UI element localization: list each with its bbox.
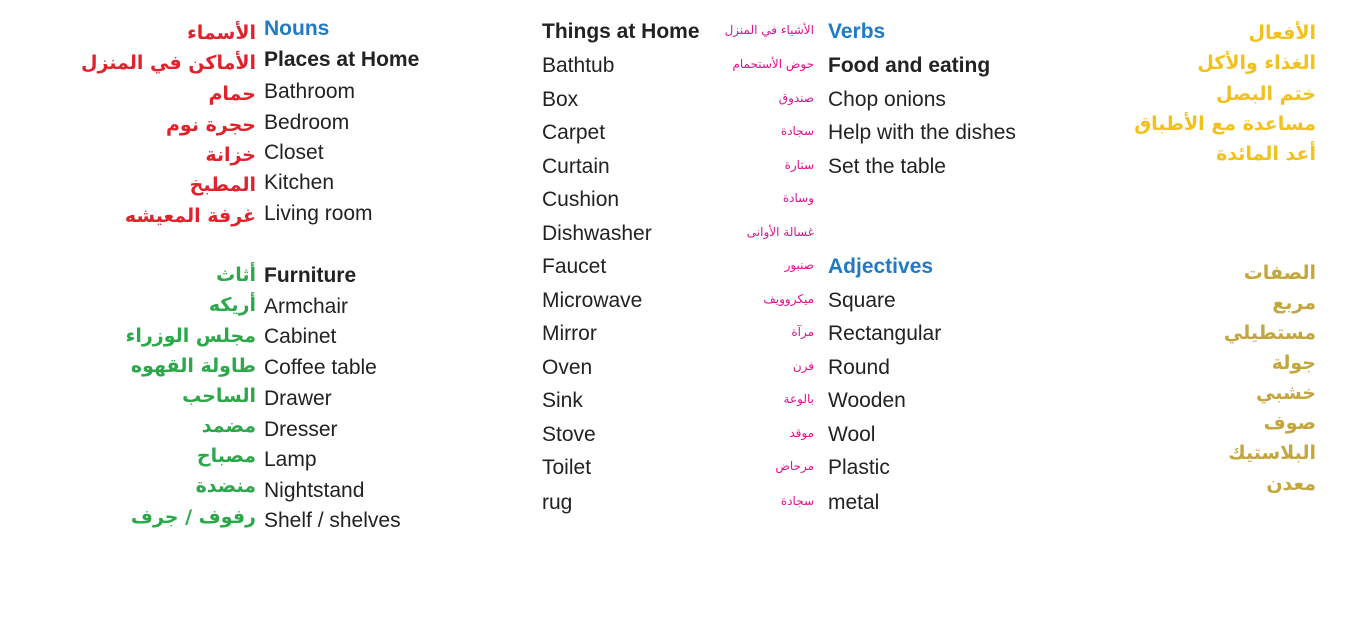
list-item: Living room [264,202,373,225]
list-item: Microwave [542,289,643,312]
furniture-heading-arabic: أثاث [216,264,256,286]
list-item: Shelf / shelves [264,509,401,532]
list-item-arabic: حوض الأستحمام [732,57,814,71]
list-item: Dresser [264,418,338,441]
list-item: Drawer [264,387,332,410]
list-item-arabic: المطبخ [189,174,256,196]
list-item-arabic: خزانة [205,144,256,166]
list-item-arabic: بالوعة [783,392,814,406]
list-item-arabic: خشبي [1255,382,1316,404]
list-item: rug [542,491,573,514]
verbs-title-arabic: الأفعال [1248,22,1316,44]
list-item: Oven [542,356,593,379]
list-item-arabic: رفوف / جرف [130,506,256,528]
list-item-arabic: سجادة [780,494,814,508]
list-item-arabic: غرفة المعيشه [124,205,256,227]
list-item-arabic: صندوق [778,91,814,105]
list-item-arabic: ميكروويف [763,292,814,306]
places-heading: Places at Home [264,48,420,71]
list-item: Nightstand [264,479,365,502]
list-item-arabic: معدن [1266,473,1316,495]
list-item-arabic: صنبور [784,258,814,272]
list-item-arabic: وسادة [782,191,814,205]
list-item-arabic: مرآة [791,325,814,339]
list-item-arabic: أريكه [208,294,256,316]
list-item: Curtain [542,155,610,178]
list-item: Cabinet [264,325,337,348]
list-item: Kitchen [264,171,335,194]
list-item-arabic: فرن [792,359,814,373]
list-item-arabic: مصباح [196,445,256,467]
list-item: Bedroom [264,111,350,134]
list-item: Plastic [828,456,890,479]
verbs-title: Verbs [828,20,886,43]
list-item: Closet [264,141,324,164]
food-heading: Food and eating [828,54,991,77]
list-item-arabic: طاولة القهوه [130,355,256,377]
list-item: Cushion [542,188,620,211]
list-item: Dishwasher [542,222,652,245]
list-item: Bathtub [542,54,615,77]
adjectives-title-arabic: الصفات [1243,262,1316,284]
list-item: Wooden [828,389,906,412]
nouns-title-arabic: الأسماء [187,22,256,44]
list-item: Round [828,356,890,379]
list-item: Faucet [542,255,607,278]
list-item-arabic: مربع [1272,292,1316,314]
furniture-heading: Furniture [264,264,357,287]
list-item-arabic: مضمد [201,415,256,437]
list-item: Toilet [542,456,592,479]
list-item: Square [828,289,896,312]
nouns-title: Nouns [264,17,330,40]
list-item: Armchair [264,295,349,318]
food-heading-arabic: الغذاء والأكل [1197,52,1316,74]
list-item: Rectangular [828,322,942,345]
list-item-arabic: مرحاض [775,459,814,473]
list-item-arabic: ستارة [784,158,814,172]
list-item: Stove [542,423,596,446]
list-item-arabic: ختم البصل [1215,83,1316,105]
list-item: Set the table [828,155,946,178]
list-item-arabic: مساعدة مع الأطباق [1134,113,1316,135]
things-heading-arabic: الأشياء في المنزل [724,23,814,37]
list-item-arabic: صوف [1263,412,1316,434]
list-item-arabic: غسالة الأوانى [746,225,814,239]
list-item-arabic: البلاستيك [1228,442,1316,464]
list-item: Bathroom [264,80,356,103]
list-item: Coffee table [264,356,377,379]
list-item-arabic: موقد [789,426,814,440]
list-item-arabic: مجلس الوزراء [125,325,256,347]
list-item: metal [828,491,880,514]
list-item: Lamp [264,448,317,471]
list-item: Sink [542,389,583,412]
list-item-arabic: جولة [1271,352,1316,374]
list-item: Chop onions [828,88,946,111]
list-item-arabic: حمام [208,83,256,105]
list-item-arabic: أعد المائدة [1216,143,1316,165]
list-item-arabic: مستطيلي [1223,322,1316,344]
list-item-arabic: منضدة [195,475,256,497]
list-item-arabic: سجادة [780,124,814,138]
places-heading-arabic: الأماكن في المنزل [80,52,256,74]
list-item-arabic: الساحب [182,385,256,407]
list-item: Box [542,88,579,111]
adjectives-title: Adjectives [828,255,934,278]
things-heading: Things at Home [542,20,700,43]
list-item-arabic: حجرة نوم [165,114,256,136]
list-item: Carpet [542,121,606,144]
list-item: Mirror [542,322,597,345]
list-item: Help with the dishes [828,121,1016,144]
list-item: Wool [828,423,876,446]
